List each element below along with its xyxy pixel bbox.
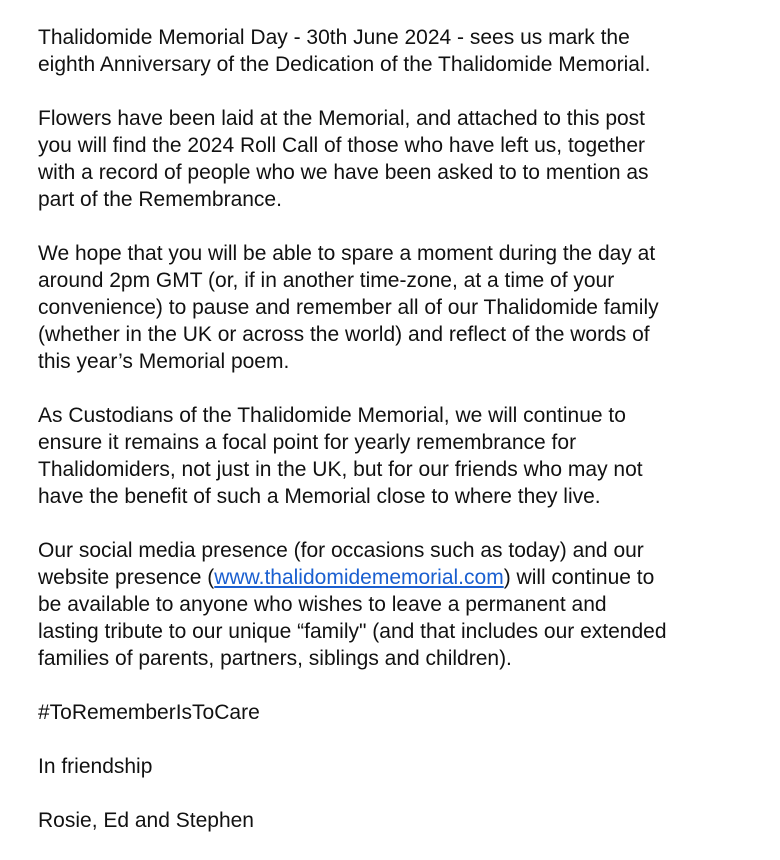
hashtag — [38, 699, 770, 726]
text-line: families of parents, partners, siblings and children). — [38, 647, 512, 670]
signature-text: Rosie, Ed and Stephen — [38, 809, 254, 832]
text-line: ensure it remains a focal point for yearly remembrance for — [38, 431, 577, 454]
closing-text: In friendship — [38, 755, 153, 778]
signature — [38, 807, 770, 834]
text-line: As Custodians of the Thalidomide Memorial, we will continue to — [38, 404, 626, 427]
text-line-with-link — [38, 564, 770, 591]
paragraph-flowers — [38, 105, 770, 213]
paragraph-social-media — [38, 537, 770, 672]
link-prefix-text: website presence ( — [38, 566, 215, 589]
text-line: convenience) to pause and remember all of our Thalidomide family — [38, 296, 659, 319]
text-line: with a record of people who we have been asked to to mention as — [38, 161, 649, 184]
closing — [38, 753, 770, 780]
text-line: Thalidomiders, not just in the UK, but for our friends who may not — [38, 458, 643, 481]
paragraph-custodians — [38, 402, 770, 510]
text-line: have the benefit of such a Memorial close to where they live. — [38, 485, 601, 508]
text-line: We hope that you will be able to spare a moment during the day at — [38, 242, 656, 265]
text-line: eighth Anniversary of the Dedication of the Thalidomide Memorial. — [38, 53, 651, 76]
text-line: (whether in the UK or across the world) and reflect of the words of — [38, 323, 650, 346]
text-line: Flowers have been laid at the Memorial, and attached to this post — [38, 107, 646, 130]
text-line: lasting tribute to our unique “family" (and that includes our extended — [38, 620, 667, 643]
hashtag-text: #ToRememberIsToCare — [38, 701, 260, 724]
text-line: you will find the 2024 Roll Call of those who have left us, together — [38, 134, 646, 157]
text-line: this year’s Memorial poem. — [38, 350, 290, 373]
text-line: around 2pm GMT (or, if in another time-zone, at a time of your — [38, 269, 615, 292]
link-suffix-text: ) will continue to — [503, 566, 655, 589]
text-line: Our social media presence (for occasions such as today) and our — [38, 539, 644, 562]
text-line: be available to anyone who wishes to leave a permanent and — [38, 593, 607, 616]
text-line: part of the Remembrance. — [38, 188, 282, 211]
website-link[interactable]: www.thalidomidememorial.com — [214, 566, 504, 589]
text-line: Thalidomide Memorial Day - 30th June 2024 - sees us mark the — [38, 26, 630, 49]
paragraph-moment — [38, 240, 770, 375]
paragraph-intro — [38, 24, 770, 78]
